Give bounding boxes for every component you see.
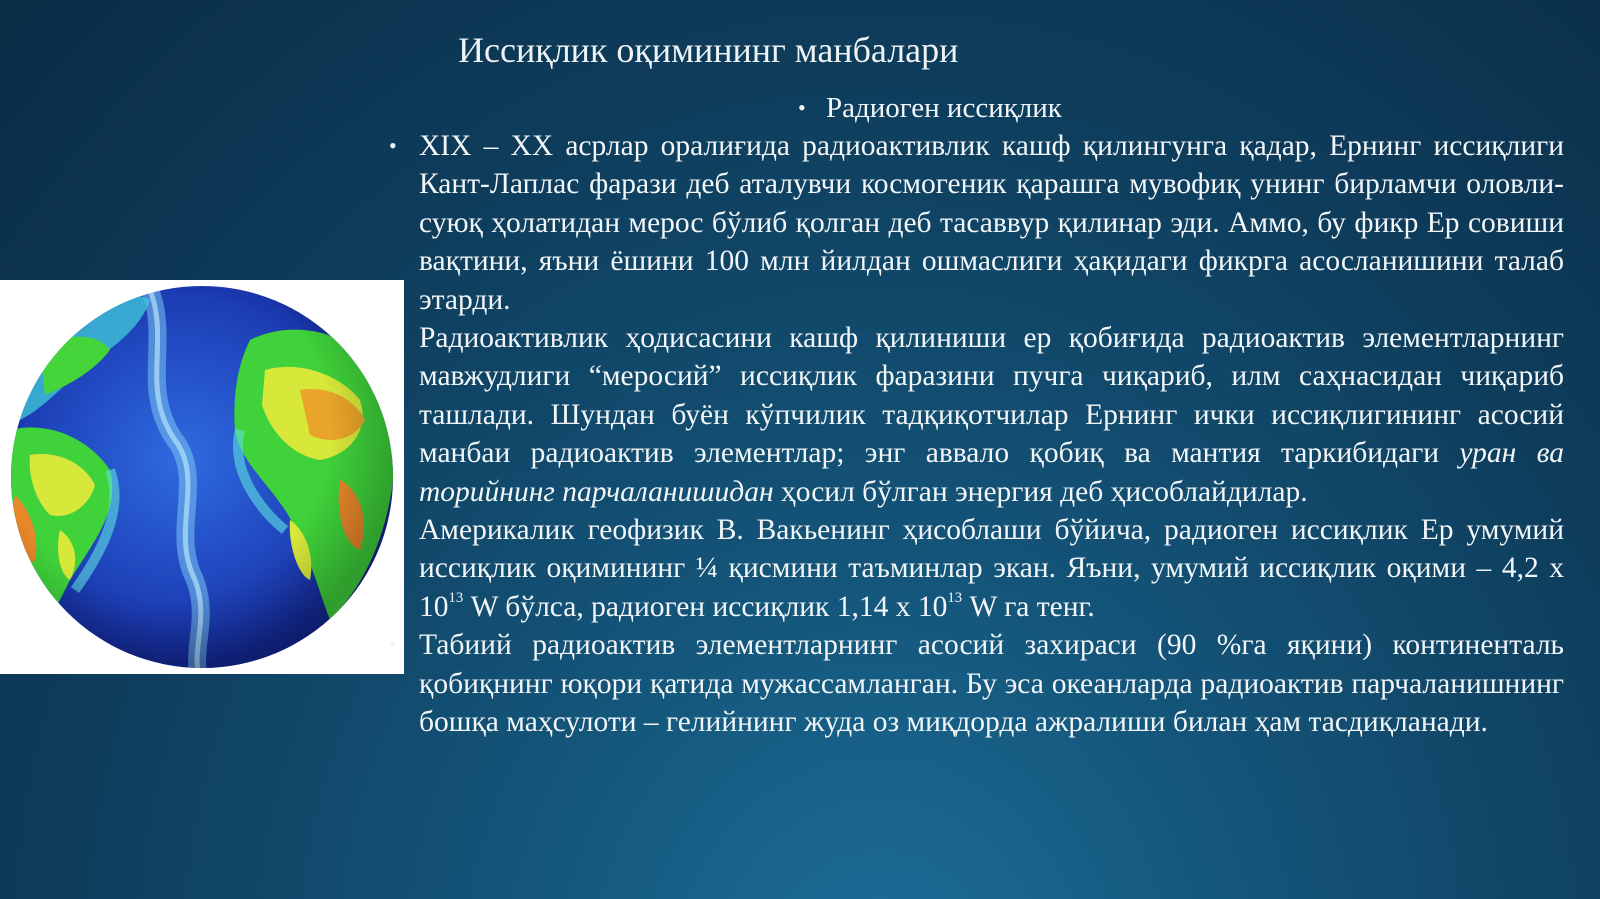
exponent-2: 13 — [947, 590, 963, 607]
paragraph-2-text-a: Радиоактивлик ҳодисасини кашф қилиниши ер қобиғида радиоактив элементларнинг мавжудлиги “меросий” иссиқлик фаразини пучга чиқариб, илм саҳнасидан чиқариб ташлади. Шундан буён кўпчилик тадқиқотчилар Ернинг ички иссиқлигининг асосий манбаи радиоактив элементлар; энг аввало қобиқ ва мантия таркибидаги — [419, 322, 1564, 470]
exponent-1: 13 — [448, 590, 464, 607]
paragraph-4-text: Табиий радиоактив элементларнинг асосий захираси (90 %га яқини) континенталь қобиқнинг юқори қатида мужассамланган. Бу эса океанларда радиоактив парчаланишнинг бошқа маҳсулоти – гелийнинг жуда оз миқдорда ажралиши билан ҳам тасдиқланади. — [419, 629, 1564, 739]
bullet-icon: • — [798, 95, 806, 120]
paragraph-3-text-c: W га тенг. — [962, 590, 1095, 623]
subtitle-text: Радиоген иссиқлик — [826, 92, 1062, 124]
paragraph-2-italic: уран ва торийнинг парчаланишидан — [419, 437, 1564, 508]
globe-image — [0, 280, 404, 674]
slide-body — [389, 127, 1564, 742]
globe-icon — [0, 280, 404, 674]
paragraph-1-text: XIX – XX асрлар оралиғида радиоактивлик кашф қилингунга қадар, Ернинг иссиқлиги Кант-Лаплас фарази деб аталувчи космогеник қарашга мувофиқ унинг бирламчи оловли-суюқ ҳолатидан мерос бўлиб қолган деб тасаввур қилинар эди. Аммо, бу фикр Ер совиши вақтини, яъни ёшини 100 млн йилдан ошмаслиги ҳақидаги фикрга асосланишини талаб этарди. — [419, 130, 1564, 316]
bullet-icon: • — [389, 632, 397, 658]
paragraph-3 — [419, 511, 1564, 626]
paragraph-3-text-b: W бўлса, радиоген иссиқлик 1,14 х 10 — [463, 590, 948, 623]
paragraph-2-text-b: ҳосил бўлган энергия деб ҳисоблайдилар. — [773, 475, 1308, 508]
paragraph-2 — [419, 319, 1564, 511]
paragraph-1 — [389, 127, 1564, 319]
slide-title: Иссиқлик оқимининг манбалари — [458, 30, 959, 70]
bullet-icon: • — [389, 133, 397, 158]
paragraph-3-text-a: Америкалик геофизик В. Вакьенинг ҳисоблаши бўйича, радиоген иссиқлик Ер умумий иссиқлик оқимининг ¼ қисмини таъминлар экан. Яъни, умумий иссиқлик оқими – 4,2 х 10 — [419, 514, 1564, 623]
slide-subtitle — [798, 88, 1062, 128]
paragraph-4 — [389, 626, 1564, 741]
